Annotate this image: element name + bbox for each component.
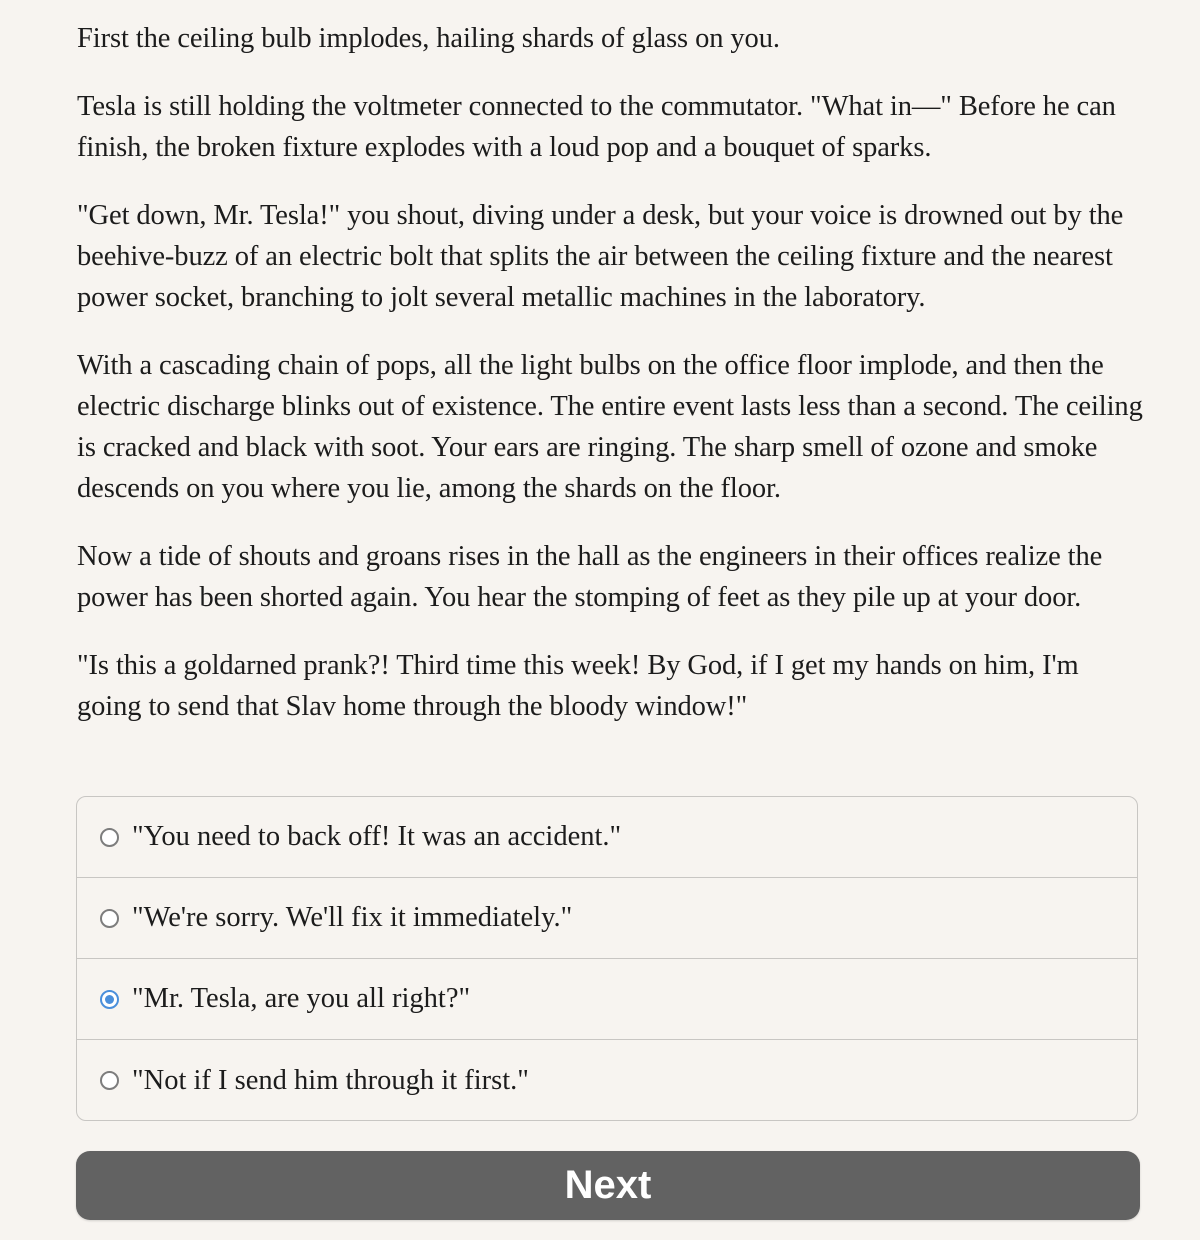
choice-option-send-him[interactable]	[77, 1040, 1137, 1121]
choice-option-sorry[interactable]	[77, 878, 1137, 959]
choice-label: "We're sorry. We'll fix it immediately."	[132, 902, 573, 933]
story-paragraph: "Is this a goldarned prank?! Third time this week! By God, if I get my hands on him, I'm going to send that Slav home through the bloody window!"	[77, 650, 1079, 722]
story-paragraph: First the ceiling bulb implodes, hailing shards of glass on you.	[77, 23, 780, 54]
choice-label: "Not if I send him through it first."	[132, 1064, 529, 1096]
story-text	[77, 18, 1147, 754]
story-paragraph: "Get down, Mr. Tesla!" you shout, diving under a desk, but your voice is drowned out by the beehive-buzz of an electric bolt that splits the air between the ceiling fixture and the nearest power socket, branching to jolt several metallic machines in the laboratory.	[77, 200, 1124, 313]
choice-label: "You need to back off! It was an accident."	[132, 821, 622, 852]
next-button[interactable]: Next	[76, 1151, 1140, 1220]
radio-button[interactable]	[100, 828, 119, 847]
choice-option-all-right[interactable]	[77, 959, 1137, 1040]
choice-list	[76, 796, 1138, 1121]
choice-option-back-off[interactable]	[77, 797, 1137, 878]
radio-button-selected[interactable]	[100, 990, 119, 1009]
choice-label: "Mr. Tesla, are you all right?"	[132, 983, 471, 1014]
story-paragraph: With a cascading chain of pops, all the light bulbs on the office floor implode, and then the electric discharge blinks out of existence. The entire event lasts less than a second. The ceiling is cracked and black with soot. Your ears are ringing. The sharp smell of ozone and smoke descends on you where you lie, among the shards on the floor.	[77, 350, 1143, 504]
radio-button[interactable]	[100, 1071, 119, 1090]
radio-button[interactable]	[100, 909, 119, 928]
story-paragraph: Tesla is still holding the voltmeter connected to the commutator. "What in—" Before he can finish, the broken fixture explodes with a loud pop and a bouquet of sparks.	[77, 91, 1116, 163]
story-paragraph: Now a tide of shouts and groans rises in the hall as the engineers in their offices realize the power has been shorted again. You hear the stomping of feet as they pile up at your door.	[77, 541, 1103, 613]
